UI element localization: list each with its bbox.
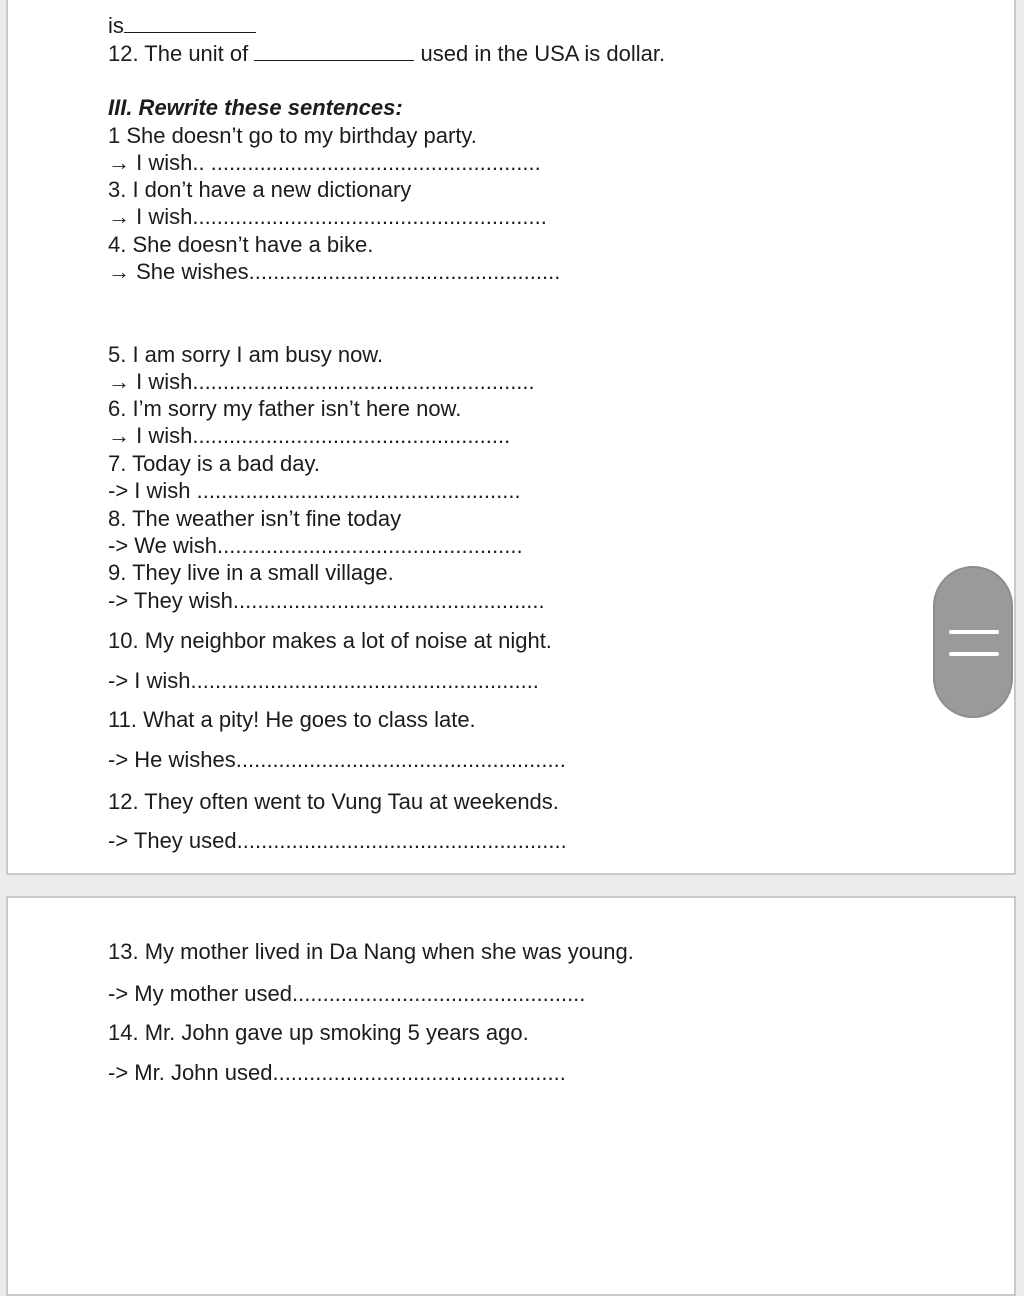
q11-part2: [546, 0, 818, 1]
prompt-3: 3. I don’t have a new dictionary: [108, 177, 412, 202]
worksheet-card-top: [6, 0, 1016, 875]
answer-line-11: -> He wishes......................................................: [108, 747, 566, 772]
answer-line-1: → I wish.. ......................................................: [108, 150, 541, 175]
prompt-10: 10. My neighbor makes a lot of noise at night.: [108, 628, 552, 653]
answer-line-10: -> I wish.........................................................: [108, 668, 539, 693]
prompt-4: 4. She doesn’t have a bike.: [108, 232, 374, 257]
question-11-continuation: [108, 13, 256, 39]
q11-part1: [108, 0, 352, 1]
answer-line-13: -> My mother used................................................: [108, 981, 586, 1006]
answer-line-3: → I wish..........................................................: [108, 204, 547, 229]
prompt-9: 9. They live in a small village.: [108, 560, 394, 585]
prompt-8: 8. The weather isn’t fine today: [108, 506, 402, 531]
answer-line-9: -> They wish...................................................: [108, 588, 545, 613]
worksheet-card-bottom: [6, 896, 1016, 1296]
section-heading: III. Rewrite these sentences:: [108, 95, 403, 120]
answer-line-14: -> Mr. John used................................................: [108, 1060, 566, 1085]
answer-line-7: -> I wish .....................................................: [108, 478, 521, 503]
answer-line-5: → I wish........................................................: [108, 369, 535, 394]
answer-line-6: → I wish....................................................: [108, 423, 511, 448]
prompt-6: 6. I’m sorry my father isn’t here now.: [108, 396, 462, 421]
answer-line-8: -> We wish..................................................: [108, 533, 523, 558]
q12-blank: [254, 42, 414, 61]
prompt-1: 1 She doesn’t go to my birthday party.: [108, 123, 477, 148]
prompt-11: 11. What a pity! He goes to class late.: [108, 707, 476, 732]
answer-line-12b: -> They used......................................................: [108, 828, 567, 853]
question-12-fill-in: [108, 41, 665, 67]
prompt-5: 5. I am sorry I am busy now.: [108, 342, 384, 367]
question-11-cut-off: [108, 0, 818, 1]
prompt-14: 14. Mr. John gave up smoking 5 years ago.: [108, 1020, 529, 1045]
scroll-handle[interactable]: [933, 566, 1013, 718]
prompt-7: 7. Today is a bad day.: [108, 451, 320, 476]
q12-after: used in the USA is dollar.: [420, 41, 666, 66]
q11-part3: is: [108, 13, 124, 38]
q11-blank-2: [124, 14, 256, 33]
prompt-12b: 12. They often went to Vung Tau at weekends.: [108, 789, 559, 814]
q12-before: 12. The unit of: [108, 41, 249, 66]
prompt-13: 13. My mother lived in Da Nang when she was young.: [108, 939, 634, 964]
answer-line-4: → She wishes...................................................: [108, 259, 561, 284]
